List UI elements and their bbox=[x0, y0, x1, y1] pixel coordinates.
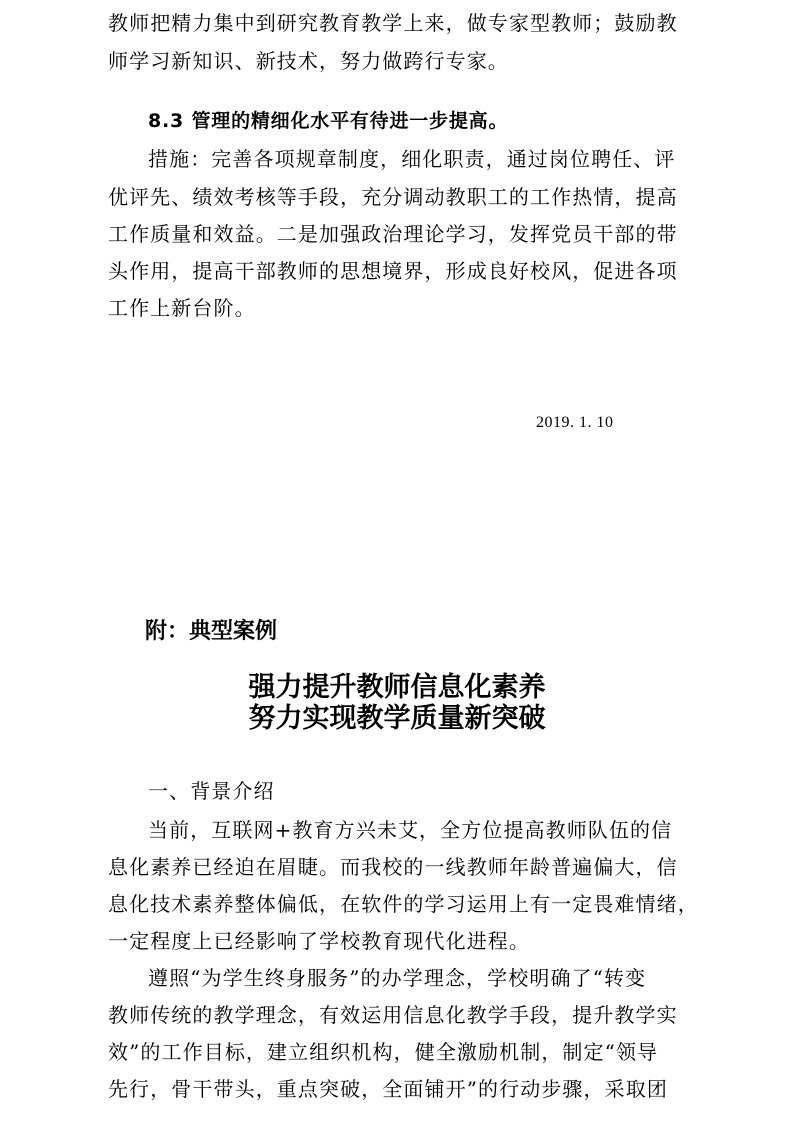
body-text-line: 教师把精力集中到研究教育教学上来，做专家型教师；鼓励教 bbox=[108, 11, 678, 35]
document-date: 2019. 1. 10 bbox=[536, 414, 614, 431]
body-text-line: 效”的工作目标，建立组织机构，健全激励机制，制定“领导 bbox=[108, 1040, 659, 1064]
body-text-line: 优评先、绩效考核等手段，充分调动教职工的工作热情，提高 bbox=[108, 185, 678, 209]
body-text-line: 工作上新台阶。 bbox=[108, 296, 256, 320]
body-text-line: 当前，互联网+教育方兴未艾，全方位提高教师队伍的信 bbox=[148, 818, 673, 842]
background-heading: 一、背景介绍 bbox=[148, 779, 275, 803]
body-text-line: 教师传统的教学理念，有效运用信息化教学手段，提升教学实 bbox=[108, 1003, 678, 1027]
body-text-line: 师学习新知识、新技术，努力做跨行专家。 bbox=[108, 49, 509, 73]
body-text-line: 措施：完善各项规章制度，细化职责，通过岗位聘任、评 bbox=[148, 147, 676, 171]
appendix-label: 附：典型案例 bbox=[145, 619, 278, 644]
body-text-line: 息化技术素养整体偏低，在软件的学习运用上有一定畏难情绪， bbox=[108, 892, 699, 916]
body-text-line: 先行，骨干带头，重点突破，全面铺开”的行动步骤，采取团 bbox=[108, 1077, 668, 1101]
case-title-line-1: 强力提升教师信息化素养 bbox=[248, 672, 546, 703]
body-text-line: 一定程度上已经影响了学校教育现代化进程。 bbox=[108, 929, 530, 953]
body-text-line: 息化素养已经迫在眉睫。而我校的一线教师年龄普遍偏大，信 bbox=[108, 855, 678, 879]
body-text-line: 工作质量和效益。二是加强政治理论学习，发挥党员干部的带 bbox=[108, 222, 678, 246]
section-heading-8-3: 8.3 管理的精细化水平有待进一步提高。 bbox=[148, 110, 509, 132]
case-title-line-2: 努力实现教学质量新突破 bbox=[248, 703, 546, 734]
body-text-line: 遵照“为学生终身服务”的办学理念，学校明确了“转变 bbox=[148, 966, 647, 990]
body-text-line: 头作用，提高干部教师的思想境界，形成良好校风，促进各项 bbox=[108, 259, 678, 283]
